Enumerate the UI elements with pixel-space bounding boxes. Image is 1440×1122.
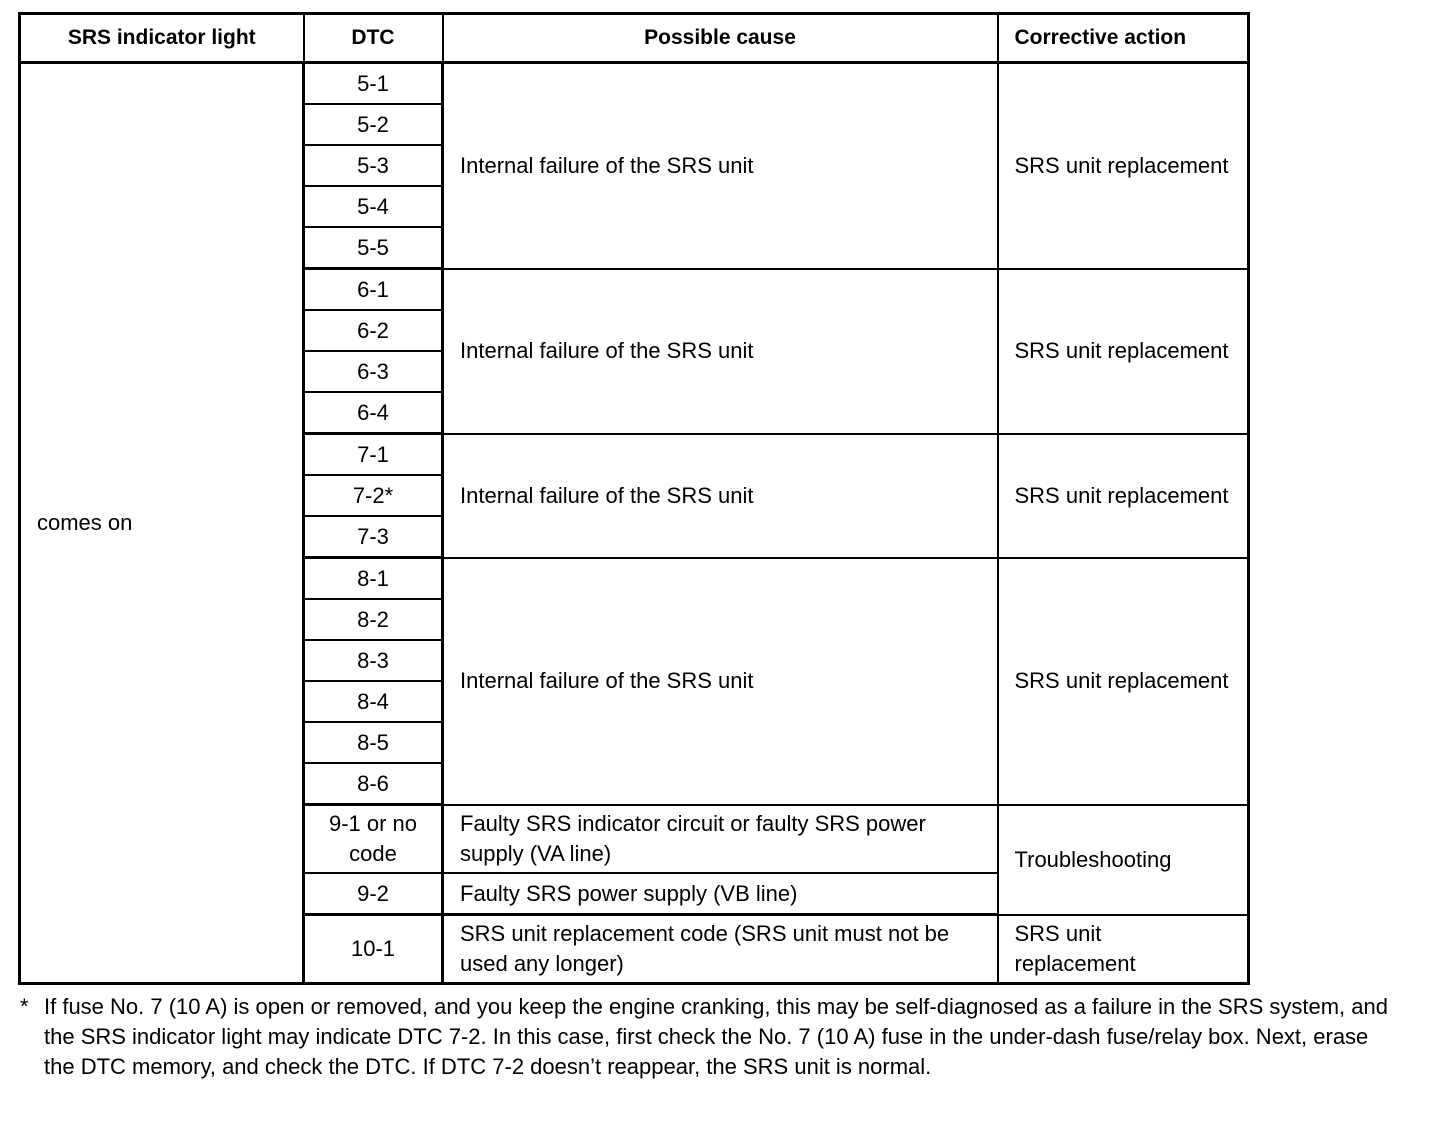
dtc-code: 5-5: [304, 227, 443, 269]
corrective-action: SRS unit replacement: [998, 434, 1249, 558]
dtc-code: 7-2*: [304, 475, 443, 516]
footnote-marker: *: [20, 994, 29, 1019]
dtc-code: 6-4: [304, 392, 443, 434]
dtc-code: 9-1 or no code: [304, 805, 443, 874]
dtc-code: 5-2: [304, 104, 443, 145]
possible-cause: Internal failure of the SRS unit: [443, 63, 998, 269]
indicator-state-cell: comes on: [20, 63, 304, 984]
possible-cause: Faulty SRS power supply (VB line): [443, 873, 998, 915]
corrective-action: SRS unit replacement: [998, 558, 1249, 805]
header-dtc: DTC: [304, 14, 443, 63]
dtc-code: 7-1: [304, 434, 443, 476]
footnote-text: If fuse No. 7 (10 A) is open or removed, and you keep the engine cranking, this may be self-diagnosed as a failure in the SRS system, and the SRS indicator light may indicate DTC 7-2. In this case, first check the No. 7 (10 A) fuse in the under-dash fuse/relay box. Next, erase the DTC memory, and check the DTC. If DTC 7-2 doesn’t reappear, the SRS unit is normal.: [44, 994, 1388, 1079]
dtc-code: 10-1: [304, 915, 443, 984]
possible-cause: Faulty SRS indicator circuit or faulty SRS power supply (VA line): [443, 805, 998, 874]
possible-cause: Internal failure of the SRS unit: [443, 269, 998, 434]
possible-cause: SRS unit replacement code (SRS unit must not be used any longer): [443, 915, 998, 984]
header-possible-cause: Possible cause: [443, 14, 998, 63]
dtc-code: 8-5: [304, 722, 443, 763]
dtc-code: 9-2: [304, 873, 443, 915]
possible-cause: Internal failure of the SRS unit: [443, 558, 998, 805]
corrective-action: SRS unit replacement: [998, 269, 1249, 434]
dtc-code: 5-3: [304, 145, 443, 186]
dtc-code: 6-2: [304, 310, 443, 351]
header-srs-indicator-light: SRS indicator light: [20, 14, 304, 63]
dtc-code: 8-6: [304, 763, 443, 805]
table-row: [20, 63, 1249, 105]
corrective-action: SRS unit replacement: [998, 915, 1249, 984]
header-corrective-action: Corrective action: [998, 14, 1249, 63]
corrective-action: SRS unit replacement: [998, 63, 1249, 269]
dtc-code: 5-4: [304, 186, 443, 227]
possible-cause: Internal failure of the SRS unit: [443, 434, 998, 558]
dtc-code: 8-4: [304, 681, 443, 722]
header-row: [20, 14, 1249, 63]
dtc-code: 8-1: [304, 558, 443, 600]
dtc-code: 8-2: [304, 599, 443, 640]
dtc-code: 8-3: [304, 640, 443, 681]
footnote: [20, 992, 1400, 1082]
dtc-code: 6-1: [304, 269, 443, 311]
dtc-table: [18, 12, 1250, 985]
dtc-code: 5-1: [304, 63, 443, 105]
dtc-code: 6-3: [304, 351, 443, 392]
dtc-code: 7-3: [304, 516, 443, 558]
corrective-action: Troubleshooting: [998, 805, 1249, 915]
